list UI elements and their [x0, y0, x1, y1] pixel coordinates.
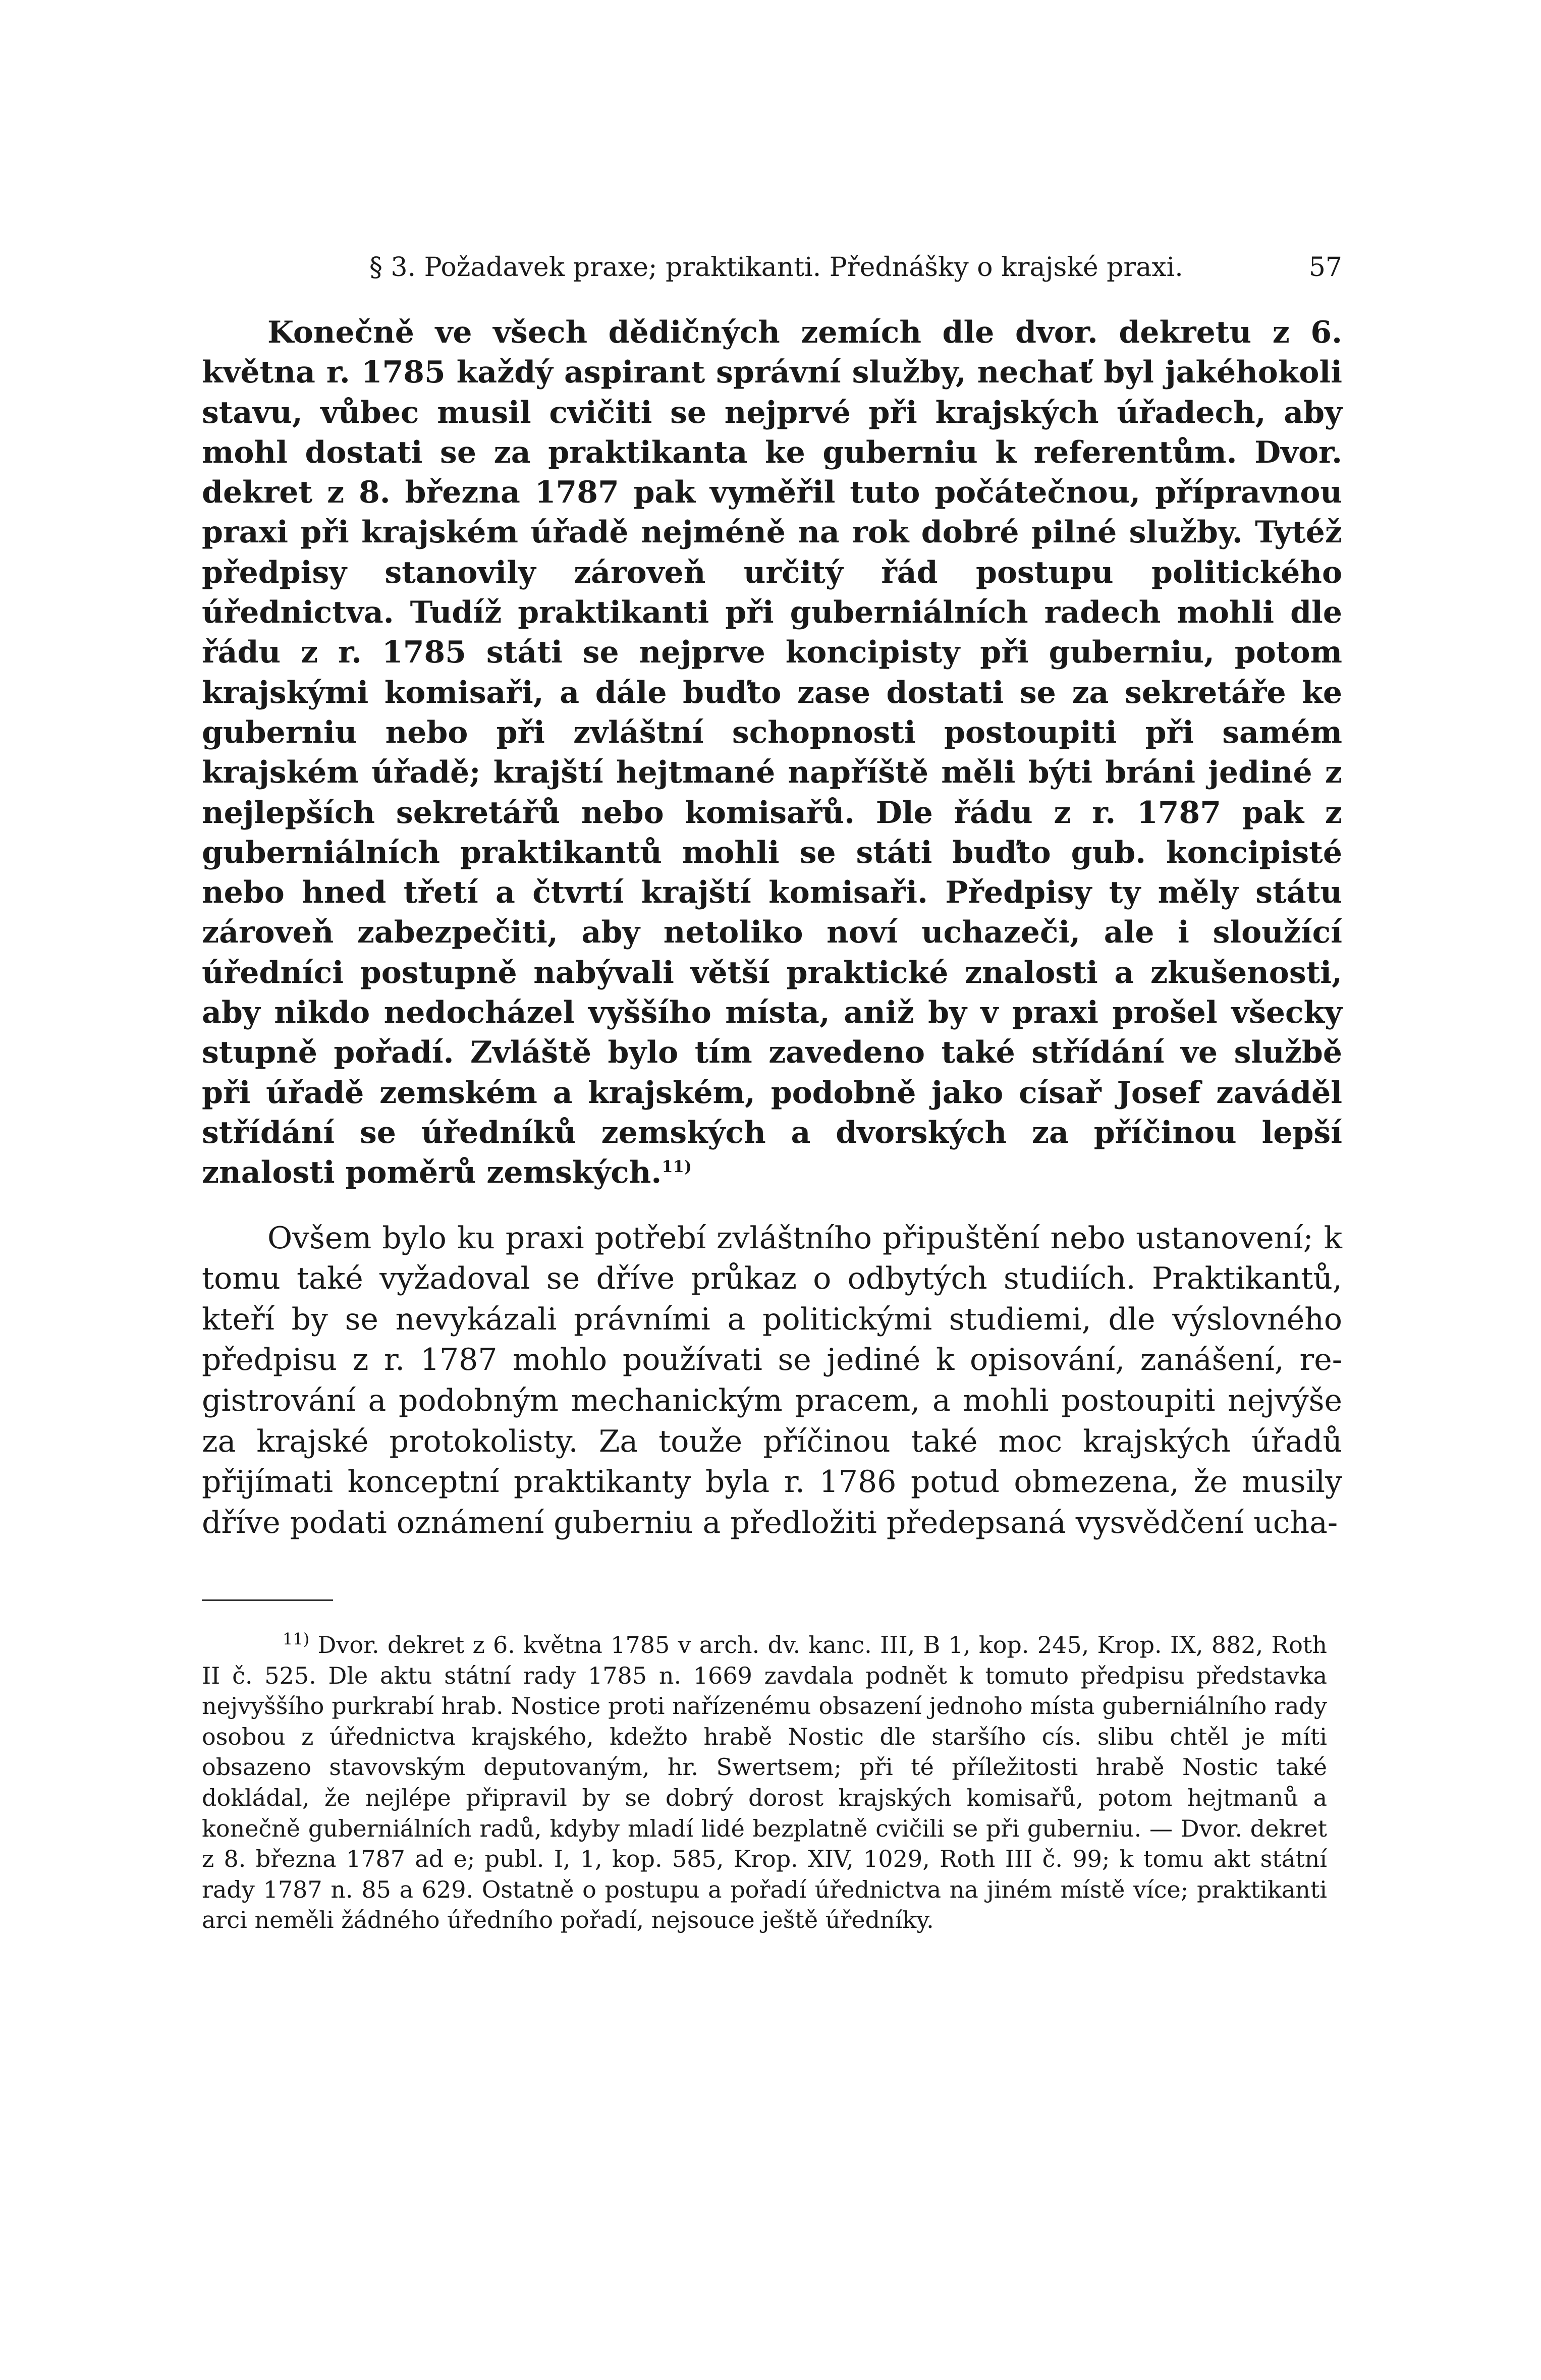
paragraph: [202, 1218, 1342, 1543]
header-title: § 3. Požadavek praxe; praktikanti. Přednášky o krajské praxi.: [369, 252, 1183, 283]
page-number: 57: [1308, 252, 1342, 283]
footnote: [202, 1630, 1327, 1935]
footnote-marker: 11): [283, 1629, 310, 1649]
footnote-reference: 11): [662, 1157, 692, 1177]
paragraph: [202, 313, 1342, 1193]
paragraph-text: Konečně ve všech dědičných zemích dle dvor. dekretu z 6. května r. 1785 každý aspirant správní služby, nechať byl jakéhokoli stavu, vůbec musil cvičiti se nejprvé při krajských úřadech, aby mohl dostati se za praktikanta ke guberniu k referentům. Dvor. dekret z 8. března 1787 pak vyměřil tuto počátečnou, přípravnou praxi při krajském úřadě nejméně na rok dobré pilné služby. Tytéž předpisy stanovily zároveň určitý řád postupu politického úřednictva. Tudíž praktikanti při guberniálních radech mohli dle řádu z r. 1785 státi se nejprve koncipisty při guberniu, potom krajskými komisaři, a dále buďto zase dostati se za sekretáře ke guberniu nebo při zvláštní schopnosti postoupiti při samém krajském úřadě; krajští hejtmané napříště měli býti bráni jediné z nejlepších sekretářů nebo komisařů. Dle řádu z r. 1787 pak z guberniálních praktikantů mohli se státi buďto gub. koncipisté nebo hned třetí a čtvrtí krajští komisaři. Předpisy ty měly státu zároveň zabezpečiti, aby netoliko noví uchazeči, ale i sloužící úředníci postupně nabývali větší praktické znalosti a zkušenosti, aby nikdo nedocházel vyššího místa, aniž by v praxi prošel všecky stupně pořadí. Zvláště bylo tím zavedeno také střídání ve službě při úřadě zemském a krajském, podobně jako císař Josef zaváděl střídání se úředníků zemských a dvorských za příčinou lepší znalosti poměrů zemských.: [202, 315, 1342, 1191]
main-text: [202, 313, 1342, 1543]
running-header: [202, 247, 1342, 288]
footnotes: [202, 1630, 1327, 1935]
paragraph-text: Ovšem bylo ku praxi potřebí zvláštního připuštění nebo ustanovení; k tomu také vyžadoval se dříve průkaz o odbytých studiích. Praktikantů, kteří by se nevykázali právními a politickými studiemi, dle výslovného předpisu z r. 1787 mohlo používati se jediné k opisování, zanášení, registrování a podobným mechanickým pracem, a mohli postoupiti nejvýše za krajské protokolisty. Za touže příčinou také moc krajských úřadů přijímati konceptní praktikanty byla r. 1786 potud obmezena, že musily dříve podati oznámení guberniu a předložiti předepsaná vysvědčení ucha-: [202, 1220, 1342, 1540]
footnote-text: Dvor. dekret z 6. května 1785 v arch. dv. kanc. III, B 1, kop. 245, Krop. IX, 882, Roth II č. 525. Dle aktu státní rady 1785 n. 1669 zavdala podnět k tomuto předpisu představka nejvyššího purkrabí hrab. Nostice proti nařízenému obsazení jednoho místa guberniálního rady osobou z úřednictva krajského, kdežto hrabě Nostic dle staršího cís. slibu chtěl je míti obsazeno stavovským deputovaným, hr. Swertsem; při té příležitosti hrabě Nostic také dokládal, že nejlépe připravil by se dobrý dorost krajských komisařů, potom hejtmanů a konečně guberniálních radů, kdyby mladí lidé bezplatně cvičili se při guberniu. — Dvor. dekret z 8. března 1787 ad e; publ. I, 1, kop. 585, Krop. XIV, 1029, Roth III č. 99; k tomu akt státní rady 1787 n. 85 a 629. Ostatně o postupu a pořadí úřednictva na jiném místě více; praktikanti arci neměli žádného úředního pořadí, nejsouce ještě úředníky.: [202, 1631, 1327, 1934]
footnote-divider: [202, 1599, 333, 1601]
